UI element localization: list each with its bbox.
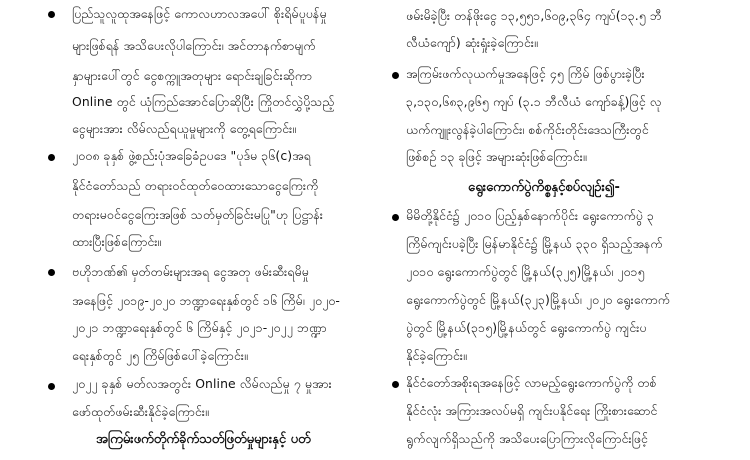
text-line: ရွက်လျက်ရှိသည်ကို အသိပေးပြောကြားလိုကြောင်းဖြင့်: [406, 431, 648, 446]
bullet-icon: [48, 383, 55, 390]
text-line: အနေဖြင့် ၂၀၁၉-၂၀၂၀ ဘဏ္ဍာရေးနှစ်တွင် ၁၆ ကြိမ်၊ ၂၀၂၀-: [72, 293, 340, 308]
text-line: အကြမ်းဖက်လုယက်မှုအနေဖြင့် ၄၅ ကြိမ် ဖြစ်ပွားခဲ့ပြီး: [406, 66, 645, 81]
text-line: မိမိတို့နိုင်ငံ၌ ၂၀၁၀ ပြည့်နှစ်နောက်ပိုင်း ရွေးကောက်ပွဲ ၃: [406, 208, 655, 223]
text-line: ပြည်သူလူထုအနေဖြင့် ကောလဟာလအပေါ် စိုးရိမ်ပူပန်မှု: [72, 6, 327, 21]
text-line: ၂၀၀၈ ခုနှစ် ဖွဲ့စည်းပုံအခြေခံဥပဒေ "ပုဒ်မ ၃၆(c)အရ: [72, 148, 311, 163]
text-line: များဖြစ်ရန် အသိပေးလိုပါကြောင်း၊ အင်တာနက်စာမျက်: [72, 38, 316, 53]
text-line: နိုင်ငံလုံး အကြားအလပ်မရှိ ကျင်းပနိုင်ရေး ကြိုးစားဆောင်: [406, 403, 658, 418]
text-line: နိုင်ငံတော်အစိုးရအနေဖြင့် လာမည့်ရွေးကောက်ပွဲကို တစ်: [406, 375, 657, 390]
bullet-icon: [48, 154, 55, 161]
text-line: ဖြစ်စဉ် ၁၃ ခုဖြင့် အများဆုံးဖြစ်ကြောင်း။: [406, 149, 587, 164]
text-line: ကြိမ်ကျင်းပခဲ့ပြီး မြန်မာနိုင်ငံ၌ မြို့နယ် ၃၃၀ ရှိသည့်အနက်: [406, 236, 663, 251]
bullet-icon: [48, 269, 55, 276]
right-column: [378, 0, 750, 460]
text-line: ငွေများအား လိမ်လည်ရယူမှုများကို တွေ့ရကြောင်း။: [72, 121, 297, 136]
text-line: ရွေးကောက်ပွဲတွင် မြို့နယ်(၃၂၃)မြို့နယ်၊ ၂၀၂၀ ရွေးကောက်: [406, 292, 671, 307]
text-line: ဖော်ထုတ်ဖမ်းဆီးနိုင်ခဲ့ကြောင်း။: [72, 404, 209, 419]
text-line: ၂၀၂၂ ခုနှစ် မတ်လအတွင်း Online လိမ်လည်မှု ၇ မှုအား: [72, 376, 332, 391]
text-line: ဖမ်းမိခဲ့ပြီး တန်ဖိုးငွေ ၁၃,၅၅၁,၆၀၉,၃၆၄ ကျပ်(၁၃.၅ ဘီ: [406, 8, 662, 23]
text-line: ရေးနှစ်တွင် ၂၅ ကြိမ်ဖြစ်ပေါ်ခဲ့ကြောင်း။: [72, 348, 248, 363]
section-heading: ရွေးကောက်ပွဲကိစ္စနှင့်စပ်လျဉ်း၍-: [468, 180, 620, 195]
bullet-icon: [48, 11, 55, 18]
text-line: ထားပြီးဖြစ်ကြောင်း။: [72, 234, 162, 249]
text-line: ၂၀၁၀ ရွေးကောက်ပွဲတွင် မြို့နယ်(၃၂၅)မြို့နယ်၊ ၂၀၁၅: [406, 264, 645, 279]
text-line: ၂၀၂၁ ဘဏ္ဍာရေးနှစ်တွင် ၆ ကြိမ်နှင့် ၂၀၂၁-၂၀၂၂ ဘဏ္ဍာ: [72, 320, 327, 335]
text-line: ဗဟိုဘဏ်၏ မှတ်တမ်းများအရ ငွေအတု ဖမ်းဆီးရမိမှု: [72, 264, 309, 279]
text-line: နှာများပေါ်တွင် ငွေစက္ကူအတုများ ရောင်းချခြင်းဆိုကာ: [72, 68, 313, 83]
bullet-icon: [392, 214, 399, 221]
text-line: Online တွင် ယုံကြည်အောင်ပြောဆိုပြီး ကြိုတင်လွှဲပို့သည့်: [72, 94, 335, 109]
text-line: ၃,၁၃၀,၆၈၃,၉၆၅ ကျပ် (၃.၁ ဘီလီယံ ကျော်ခန့်)ဖြင့် လု: [406, 94, 662, 109]
text-line: ယက်ကျူးလွန်ခဲ့ပါကြောင်း၊ စစ်ကိုင်းတိုင်းဒေသကြီးတွင်: [406, 122, 649, 137]
text-line: နိုင်ခဲ့ကြောင်း။: [406, 348, 467, 363]
section-heading: အကြမ်းဖက်တိုက်ခိုက်သတ်ဖြတ်မှုများနှင့် ပတ်: [96, 432, 311, 447]
bullet-icon: [392, 72, 399, 79]
text-line: လီယံကျော်) ဆုံးရှုံးခဲ့ကြောင်း။: [406, 35, 538, 50]
bullet-icon: [392, 381, 399, 388]
text-line: ပွဲတွင် မြို့နယ်(၃၁၅)မြို့နယ်တွင် ရွေးကောက်ပွဲ ကျင်းပ: [406, 320, 647, 335]
text-line: နိုင်ငံတော်သည် တရားဝင်ထုတ်ဝေထားသောငွေကြေးကို: [72, 178, 319, 193]
text-line: တရားမဝင်ငွေကြေးအဖြစ် သတ်မှတ်ခြင်းမပြု"ဟု ပြဋ္ဌာန်း: [72, 207, 323, 222]
